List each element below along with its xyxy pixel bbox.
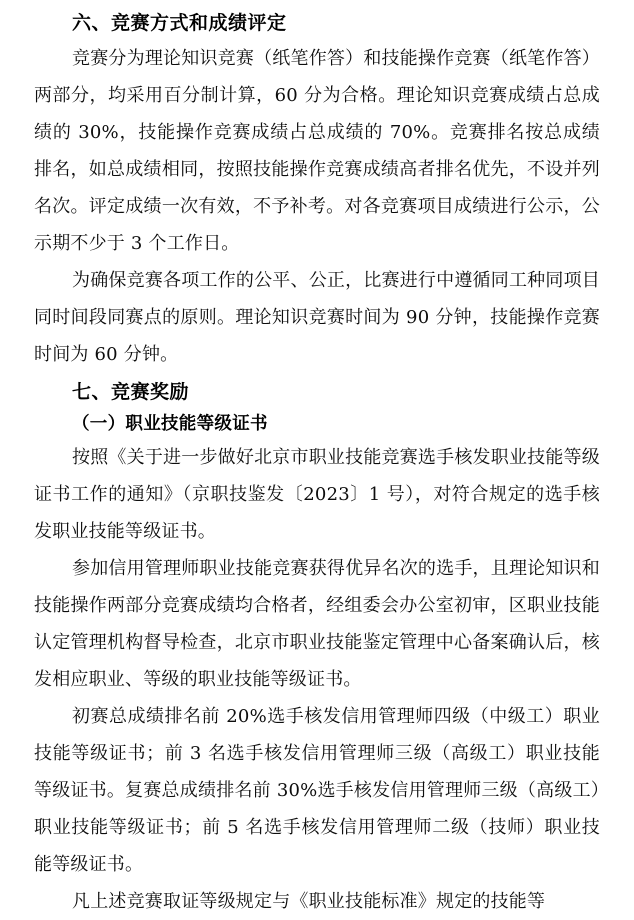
paragraph-ranking-certificates: 初赛总成绩排名前 20%选手核发信用管理师四级（中级工）职业技能等级证书；前 3 名选手核发信用管理师三级（高级工）职业技能等级证书。复赛总成绩排名前 30%选手核发信用管理师三级（高级工）职业技能等级证书；前 5 名选手核发信用管理师二级（技师）职业技能等级证书。 [34, 706, 600, 875]
section-heading-seven: 七、竞赛奖励 [72, 381, 190, 403]
paragraph-fairness-principle: 为确保竞赛各项工作的公平、公正，比赛进行中遵循同工种同项目同时间段同赛点的原则。理论知识竞赛时间为 90 分钟，技能操作竞赛时间为 60 分钟。 [34, 270, 600, 365]
paragraph-certificate-conditions: 参加信用管理师职业技能竞赛获得优异名次的选手，且理论知识和技能操作两部分竞赛成绩均合格者，经组委会办公室初审，区职业技能认定管理机构督导检查，北京市职业技能鉴定管理中心备案确认后，核发相应职业、等级的职业技能等级证书。 [34, 558, 600, 690]
paragraph-competition-method: 竞赛分为理论知识竞赛（纸笔作答）和技能操作竞赛（纸笔作答）两部分，均采用百分制计算，60 分为合格。理论知识竞赛成绩占总成绩的 30%，技能操作竞赛成绩占总成绩的 70%。竞赛排名按总成绩排名，如总成绩相同，按照技能操作竞赛成绩高者排名优先，不设并列名次。评定成绩一次有效，不予补考。对各竞赛项目成绩进行公示，公示期不少于 3 个工作日。 [34, 48, 600, 254]
paragraph-notice-reference: 按照《关于进一步做好北京市职业技能竞赛选手核发职业技能等级证书工作的通知》（京职技鉴发〔2023〕1 号），对符合规定的选手核发职业技能等级证书。 [34, 447, 600, 542]
section-heading-six: 六、竞赛方式和成绩评定 [72, 12, 287, 34]
paragraph-continued: 凡上述竞赛取证等级规定与《职业技能标准》规定的技能等 [72, 891, 546, 912]
subsection-heading-skill-certificate: （一）职业技能等级证书 [72, 414, 268, 434]
